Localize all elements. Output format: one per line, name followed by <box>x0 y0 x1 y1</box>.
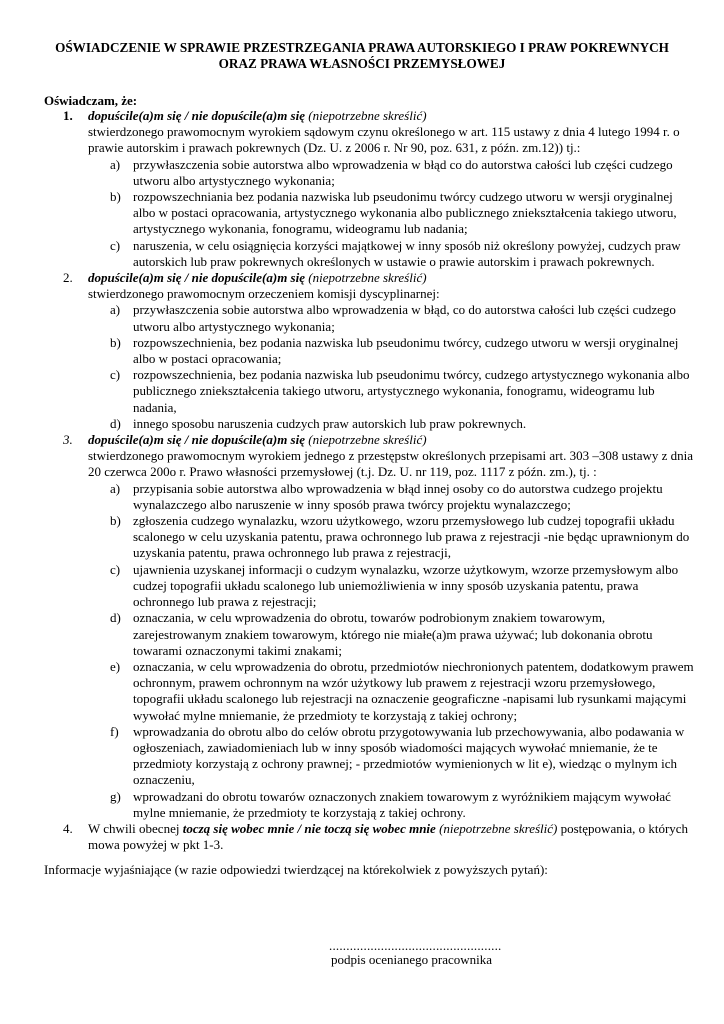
item-number: 4. <box>63 820 73 836</box>
item-body: stwierdzonego prawomocnym orzeczeniem komisji dyscyplinarnej: <box>88 286 440 302</box>
title-line-2: ORAZ PRAWA WŁASNOŚCI PRZEMYSŁOWEJ <box>218 56 506 71</box>
sub-text: przypisania sobie autorstwa albo wprowadzenia w błąd innej osoby co do autorstwa cudzego projektu wynalazczego albo naruszenie w inny sposób prawa twórcy projektu wynalazczego; <box>133 480 663 512</box>
sub-item <box>110 788 694 821</box>
sub-letter: d) <box>110 610 121 626</box>
declaration-item-2 <box>0 270 724 432</box>
sub-item <box>110 561 694 611</box>
declaration-intro: Oświadczam, że: <box>44 93 138 108</box>
sub-text: przywłaszczenia sobie autorstwa albo wprowadzenia w błąd co do autorstwa całości lub części cudzego utworu albo artystycznego wykonania; <box>133 156 673 188</box>
sub-item <box>110 334 694 367</box>
declaration-list <box>0 108 724 853</box>
sub-item <box>110 237 694 270</box>
sub-letter: a) <box>110 302 121 318</box>
sub-text: rozpowszechniania bez podania nazwiska lub pseudonimu twórcy cudzego utworu w wersji oryginalnej albo w postaci opracowania, artystycznego wykonania albo publicznego zniekształcenia takiego utworu, artystycznego wykonania, fonogramu, wideogramu lub nadania; <box>133 189 677 237</box>
signature-line[interactable]: .................................................. <box>329 938 502 953</box>
sub-item <box>110 302 694 334</box>
item-note: (niepotrzebne skreślić) <box>308 270 427 286</box>
sub-text: oznaczania, w celu wprowadzenia do obrotu, przedmiotów niechronionych patentem, dodatkowym prawem ochronnym, prawem ochronnym na wzór użytkowy lub prawem z rejestracji wzoru przemysłowego, topografii układu scalonego lub rejestracji na oznaczenie geograficzne -napisami lub rysunkami mającymi wywołać mylne mniemanie, że przedmioty te korzystają z takiej ochrony; <box>133 658 694 723</box>
sub-item <box>110 513 694 562</box>
item-text <box>88 821 694 853</box>
sub-letter: c) <box>110 237 121 253</box>
sub-item <box>110 415 694 432</box>
item-choice: dopuścile(a)m się / nie dopuścile(a)m się <box>88 108 306 123</box>
item-post: postępowania, o których mowa powyżej w pkt 1-3. <box>88 820 689 853</box>
item-choice: dopuścile(a)m się / nie dopuścile(a)m się <box>88 432 306 448</box>
sub-text: rozpowszechnienia, bez podania nazwiska lub pseudonimu twórcy, cudzego utworu w wersji oryginalnej albo w postaci opracowania; <box>133 334 679 367</box>
declaration-item-3 <box>0 432 724 821</box>
sub-item <box>110 189 694 238</box>
sub-letter: b) <box>110 334 121 350</box>
item-pre: W chwili obecnej <box>88 820 183 836</box>
declaration-item-4 <box>0 821 724 853</box>
sub-letter: c) <box>110 367 121 383</box>
item-choice: toczą się wobec mnie / nie toczą się wobec mnie <box>182 820 436 836</box>
sub-text: zgłoszenia cudzego wynalazku, wzoru użytkowego, wzoru przemysłowego lub cudzej topografii układu scalonego w celu uzyskania patentu, prawa ochronnego lub prawa z rejestracji -nie będąc uprawnionym do uzyskania patentu, prawa ochronnego lub prawa z rejestracji, <box>133 513 690 561</box>
sub-text: wprowadzani do obrotu towarów oznaczonych znakiem towarowym z wyróżnikiem mającym wywołać mylne mniemanie, że przedmioty te korzystają z takiej ochrony. <box>133 788 671 820</box>
item-number: 1. <box>63 108 73 123</box>
sub-letter: e) <box>110 658 121 674</box>
sub-text: rozpowszechnienia, bez podania nazwiska lub pseudonimu twórcy, cudzego artystycznego wykonania albo publicznego zniekształcenia takiego utworu, artystycznego wykonania, fonogramu, wideogramu lub nadania, <box>133 367 690 415</box>
sub-item <box>110 480 694 513</box>
item-note: (niepotrzebne skreślić) <box>435 820 558 836</box>
item-heading <box>88 270 724 286</box>
item-heading <box>88 108 724 124</box>
sub-letter: b) <box>110 513 121 529</box>
sub-letter: g) <box>110 788 121 804</box>
sub-item <box>110 610 694 659</box>
sub-letter: a) <box>110 480 121 496</box>
sub-item <box>110 367 694 416</box>
item-note: (niepotrzebne skreślić) <box>308 108 427 123</box>
signature-label: podpis ocenianego pracownika <box>331 952 493 967</box>
item-body: stwierdzonego prawomocnym wyrokiem jednego z przestępstw określonych przepisami art. 303 –308 ustawy z dnia 20 czerwca 200o r. Prawo własności przemysłowej (t.j. Dz. U. nr 119, poz. 1117 z późn. zm.), tj. : <box>88 448 694 480</box>
sub-letter: d) <box>110 415 121 431</box>
document-title <box>30 40 694 72</box>
title-line-1: OŚWIADCZENIE W SPRAWIE PRZESTRZEGANIA PRAWA AUTORSKIEGO I PRAW POKREWNYCH <box>55 40 669 55</box>
sub-letter: b) <box>110 189 121 205</box>
sub-text: ujawnienia uzyskanej informacji o cudzym wynalazku, wzorze użytkowym, wzorze przemysłowym albo cudzej topografii układu scalonego lub uniemożliwienia w inny sposób uzyskania patentu, prawa ochronnego lub prawa z rejestracji; <box>133 561 679 610</box>
item-body: stwierdzonego prawomocnym wyrokiem sądowym czynu określonego w art. 115 ustawy z dnia 4 lutego 1994 r. o prawie autorskim i prawach pokrewnych (Dz. U. z 2006 r. Nr 90, poz. 631, z późn. zm.12)) tj.: <box>88 124 680 156</box>
sub-text: naruszenia, w celu osiągnięcia korzyści majątkowej w inny sposób niż określony powyżej, cudzych praw autorskich lub praw pokrewnych określonych w ustawie o prawie autorskim i prawach pokrewnych. <box>133 237 681 269</box>
sub-item <box>110 658 694 724</box>
item-choice: dopuścile(a)m się / nie dopuścile(a)m się <box>88 270 306 286</box>
sub-text: oznaczania, w celu wprowadzenia do obrotu, towarów podrobionym znakiem towarowym, zarejestrowanym znakiem towarowym, którego nie miałe(a)m prawa używać; lub dokonania obrotu towarami oznaczonymi takimi znakami; <box>133 610 653 658</box>
sub-item <box>110 156 694 189</box>
sub-text: przywłaszczenia sobie autorstwa albo wprowadzenia w błąd, co do autorstwa całości lub części cudzego utworu albo artystycznego wykonania; <box>133 302 676 334</box>
sub-text: wprowadzania do obrotu albo do celów obrotu przygotowywania lub przechowywania, albo podawania w ogłoszeniach, zawiadomieniach lub w inny sposób wiadomości mających wywołać mniemanie, że te przedmioty korzystają z ochrony prawnej; - przedmiotów wymienionych w lit e), wiedząc o mylnym ich oznaczeniu, <box>133 723 685 788</box>
explanatory-info-label: Informacje wyjaśniające (w razie odpowiedzi twierdzącej na którekolwiek z powyższych pytań): <box>44 862 548 877</box>
item-note: (niepotrzebne skreślić) <box>308 432 427 448</box>
sub-text: innego sposobu naruszenia cudzych praw autorskich lub praw pokrewnych. <box>133 415 527 431</box>
sub-letter: a) <box>110 156 121 172</box>
item-heading <box>88 432 724 448</box>
sub-item <box>110 723 694 789</box>
sub-letter: c) <box>110 561 121 577</box>
item-number: 2. <box>63 270 73 286</box>
declaration-item-1 <box>0 108 724 270</box>
sub-letter: f) <box>110 723 119 739</box>
item-number: 3. <box>63 432 73 448</box>
